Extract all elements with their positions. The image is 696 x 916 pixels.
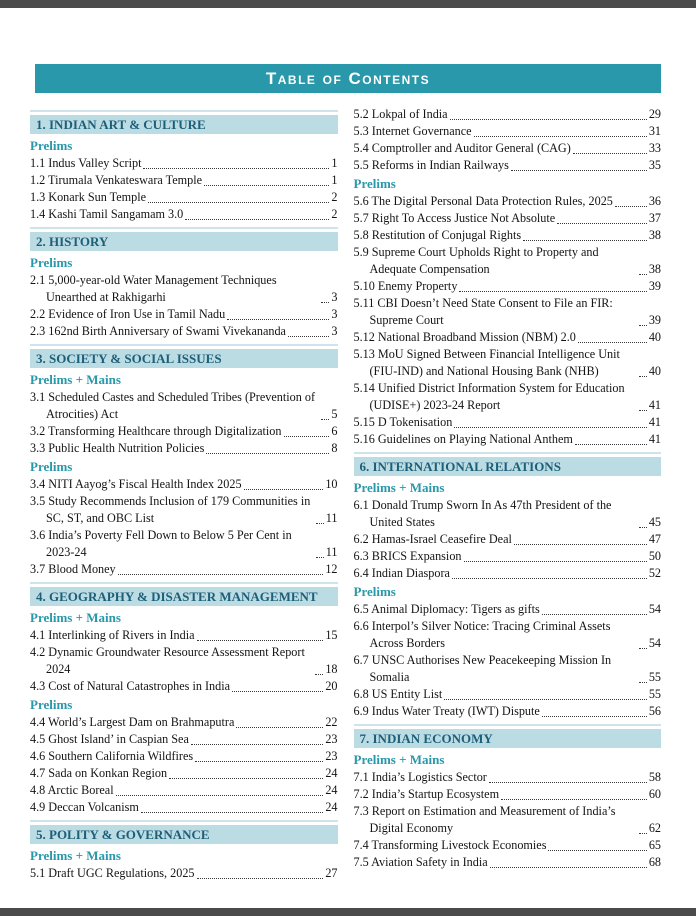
toc-entry-title: 4.6 Southern California Wildfires	[30, 749, 194, 763]
toc-entry-title: 3.1 Scheduled Castes and Scheduled Tribes (Prevention of Atrocities) Act	[30, 390, 316, 421]
toc-entry-page: 50	[648, 549, 661, 563]
toc-entry-title: 5.16 Guidelines on Playing National Anthem	[353, 432, 573, 446]
toc-entry-title: 3.3 Public Health Nutrition Policies	[30, 441, 205, 455]
toc-entry[interactable]	[354, 278, 662, 295]
toc-entry-page: 35	[648, 158, 661, 172]
dot-leader	[459, 291, 646, 292]
toc-entry-page: 1	[331, 173, 338, 187]
dot-leader	[573, 153, 647, 154]
toc-entry[interactable]	[30, 476, 338, 493]
toc-entry-title: 6.4 Indian Diaspora	[353, 566, 450, 580]
dot-leader	[615, 206, 647, 207]
toc-entry-page: 54	[648, 636, 661, 650]
toc-entry-page: 10	[325, 477, 338, 491]
section-header	[30, 820, 338, 844]
top-edge-bar	[0, 0, 696, 8]
toc-column-right	[354, 106, 662, 871]
section-header	[354, 724, 662, 748]
exam-relevance-label: Prelims	[30, 255, 73, 270]
toc-entry-title: 5.2 Lokpal of India	[353, 107, 448, 121]
toc-entry[interactable]	[354, 140, 662, 157]
toc-entry-page: 24	[325, 766, 338, 780]
dot-leader	[474, 136, 647, 137]
toc-entry-title: 6.3 BRICS Expansion	[353, 549, 462, 563]
dot-leader	[169, 778, 323, 779]
toc-entry[interactable]	[30, 306, 338, 323]
dot-leader	[321, 302, 329, 303]
toc-entry-title: 3.5 Study Recommends Inclusion of 179 Communities in SC, ST, and OBC List	[30, 494, 311, 525]
toc-entry[interactable]	[30, 731, 338, 748]
toc-entry-page: 1	[331, 156, 338, 170]
toc-entry[interactable]	[30, 748, 338, 765]
dot-leader	[316, 523, 324, 524]
toc-entry-title: 3.7 Blood Money	[30, 562, 116, 576]
exam-relevance-label: Prelims + Mains	[353, 480, 445, 495]
toc-entry-page: 3	[331, 307, 338, 321]
toc-entry-page: 41	[648, 432, 661, 446]
toc-content	[0, 106, 696, 882]
toc-entry-title: 5.13 MoU Signed Between Financial Intelligence Unit (FIU-IND) and National Housing Bank (NHB)	[353, 347, 620, 378]
dot-leader	[639, 274, 647, 275]
toc-entry-page: 54	[648, 602, 661, 616]
toc-entry[interactable]	[354, 123, 662, 140]
toc-entry-title: 4.5 Ghost Island’ in Caspian Sea	[30, 732, 189, 746]
toc-entry-title: 5.14 Unified District Information System for Education (UDISE+) 2023-24 Report	[353, 381, 625, 412]
toc-entry-title: 7.1 India’s Logistics Sector	[353, 770, 487, 784]
toc-entry-title: 1.3 Konark Sun Temple	[30, 190, 147, 204]
dot-leader	[197, 640, 324, 641]
toc-entry-page: 39	[648, 279, 661, 293]
toc-entry-title: 5.1 Draft UGC Regulations, 2025	[30, 866, 195, 880]
toc-entry-page: 40	[648, 364, 661, 378]
toc-entry-page: 3	[331, 324, 338, 338]
exam-relevance-label: Prelims	[30, 459, 73, 474]
toc-entry[interactable]	[354, 618, 662, 652]
toc-entry[interactable]	[30, 627, 338, 644]
toc-entry-page: 3	[331, 290, 338, 304]
toc-entry-page: 65	[648, 838, 661, 852]
dot-leader	[542, 716, 647, 717]
toc-entry[interactable]	[30, 799, 338, 816]
dot-leader	[639, 648, 647, 649]
section-header-label: 3. SOCIETY & SOCIAL ISSUES	[30, 349, 338, 368]
toc-entry-page: 68	[648, 855, 661, 869]
toc-entry-page: 24	[325, 800, 338, 814]
dot-leader	[148, 202, 329, 203]
toc-entry[interactable]	[30, 272, 338, 306]
toc-entry-title: 5.8 Restitution of Conjugal Rights	[353, 228, 522, 242]
toc-entry-page: 58	[648, 770, 661, 784]
toc-entry[interactable]	[354, 329, 662, 346]
section-header-label: 7. INDIAN ECONOMY	[354, 729, 662, 748]
dot-leader	[523, 240, 647, 241]
toc-entry-title: 5.9 Supreme Court Upholds Right to Property and Adequate Compensation	[353, 245, 599, 276]
dot-leader	[118, 574, 324, 575]
toc-entry[interactable]	[354, 414, 662, 431]
toc-entry[interactable]	[30, 865, 338, 882]
toc-entry[interactable]	[354, 244, 662, 278]
toc-entry-title: 4.9 Deccan Volcanism	[30, 800, 139, 814]
exam-relevance-label: Prelims	[353, 176, 396, 191]
toc-entry-page: 29	[648, 107, 661, 121]
toc-entry-title: 2.1 5,000-year-old Water Management Techniques Unearthed at Rakhigarhi	[30, 273, 277, 304]
section-header-label: 6. INTERNATIONAL RELATIONS	[354, 457, 662, 476]
toc-entry[interactable]	[30, 323, 338, 340]
toc-entry[interactable]	[30, 440, 338, 457]
toc-entry-title: 6.9 Indus Water Treaty (IWT) Dispute	[353, 704, 540, 718]
dot-leader	[195, 761, 323, 762]
toc-entry-title: 6.7 UNSC Authorises New Peacekeeping Mission In Somalia	[353, 653, 612, 684]
toc-entry[interactable]	[354, 193, 662, 210]
dot-leader	[548, 850, 646, 851]
dot-leader	[639, 527, 647, 528]
toc-entry[interactable]	[354, 431, 662, 448]
toc-entry[interactable]	[30, 765, 338, 782]
toc-entry-page: 52	[648, 566, 661, 580]
dot-leader	[284, 436, 330, 437]
toc-entry-title: 6.1 Donald Trump Sworn In As 47th President of the United States	[353, 498, 612, 529]
toc-entry-page: 24	[325, 783, 338, 797]
dot-leader	[236, 727, 323, 728]
dot-leader	[452, 578, 647, 579]
toc-entry-page: 23	[325, 749, 338, 763]
toc-entry-page: 38	[648, 228, 661, 242]
dot-leader	[206, 453, 329, 454]
toc-entry-page: 8	[331, 441, 338, 455]
toc-entry[interactable]	[30, 389, 338, 423]
toc-entry[interactable]	[354, 295, 662, 329]
exam-relevance-label: Prelims + Mains	[353, 752, 445, 767]
toc-entry-title: 1.2 Tirumala Venkateswara Temple	[30, 173, 202, 187]
toc-entry-title: 5.11 CBI Doesn’t Need State Consent to File an FIR: Supreme Court	[353, 296, 613, 327]
dot-leader	[227, 319, 329, 320]
dot-leader	[514, 544, 647, 545]
section-header	[354, 452, 662, 476]
dot-leader	[639, 833, 647, 834]
toc-entry-title: 5.7 Right To Access Justice Not Absolute	[353, 211, 556, 225]
toc-entry-title: 6.2 Hamas-Israel Ceasefire Deal	[353, 532, 512, 546]
dot-leader	[542, 614, 647, 615]
dot-leader	[244, 489, 324, 490]
toc-entry-page: 23	[325, 732, 338, 746]
page-title-bar	[35, 64, 661, 93]
toc-entry-page: 47	[648, 532, 661, 546]
section-header	[30, 110, 338, 134]
dot-leader	[185, 219, 329, 220]
toc-entry-page: 38	[648, 262, 661, 276]
toc-entry[interactable]	[30, 189, 338, 206]
toc-entry[interactable]	[354, 652, 662, 686]
dot-leader	[316, 557, 324, 558]
toc-entry[interactable]	[354, 380, 662, 414]
bottom-edge-bar	[0, 908, 696, 916]
toc-entry[interactable]	[354, 548, 662, 565]
toc-entry-page: 56	[648, 704, 661, 718]
toc-entry-title: 4.1 Interlinking of Rivers in India	[30, 628, 195, 642]
dot-leader	[511, 170, 647, 171]
toc-entry-title: 7.4 Transforming Livestock Economies	[353, 838, 547, 852]
toc-entry-title: 6.6 Interpol’s Silver Notice: Tracing Criminal Assets Across Borders	[353, 619, 611, 650]
toc-entry-page: 55	[648, 687, 661, 701]
toc-entry[interactable]	[30, 527, 338, 561]
toc-entry-title: 7.5 Aviation Safety in India	[353, 855, 488, 869]
toc-entry-title: 4.3 Cost of Natural Catastrophes in India	[30, 679, 231, 693]
dot-leader	[450, 119, 647, 120]
toc-entry[interactable]	[30, 782, 338, 799]
toc-entry-title: 3.6 India’s Poverty Fell Down to Below 5 Per Cent in 2023-24	[30, 528, 292, 559]
dot-leader	[444, 699, 647, 700]
dot-leader	[191, 744, 323, 745]
toc-entry-page: 11	[325, 511, 338, 525]
dot-leader	[639, 410, 647, 411]
toc-entry-title: 6.8 US Entity List	[353, 687, 443, 701]
toc-entry[interactable]	[354, 854, 662, 871]
dot-leader	[141, 812, 323, 813]
toc-entry-page: 36	[648, 194, 661, 208]
dot-leader	[639, 325, 647, 326]
toc-entry-page: 5	[331, 407, 338, 421]
dot-leader	[232, 691, 323, 692]
toc-entry-title: 7.3 Report on Estimation and Measurement of India’s Digital Economy	[353, 804, 616, 835]
toc-entry[interactable]	[354, 803, 662, 837]
toc-entry-page: 60	[648, 787, 661, 801]
toc-entry-title: 4.7 Sada on Konkan Region	[30, 766, 168, 780]
toc-entry[interactable]	[354, 531, 662, 548]
toc-entry[interactable]	[30, 644, 338, 678]
toc-column-left	[30, 106, 338, 882]
dot-leader	[489, 782, 647, 783]
toc-entry-title: 2.2 Evidence of Iron Use in Tamil Nadu	[30, 307, 226, 321]
exam-relevance-label: Prelims	[353, 584, 396, 599]
toc-entry-title: 1.4 Kashi Tamil Sangamam 3.0	[30, 207, 184, 221]
toc-entry-page: 11	[325, 545, 338, 559]
toc-entry-page: 12	[325, 562, 338, 576]
dot-leader	[315, 674, 323, 675]
dot-leader	[116, 795, 324, 796]
dot-leader	[321, 419, 329, 420]
toc-entry[interactable]	[354, 346, 662, 380]
toc-entry-page: 18	[325, 662, 338, 676]
toc-entry[interactable]	[354, 227, 662, 244]
toc-entry-page: 22	[325, 715, 338, 729]
toc-entry[interactable]	[354, 786, 662, 803]
toc-entry-page: 15	[325, 628, 338, 642]
toc-entry-page: 39	[648, 313, 661, 327]
toc-entry-title: 4.2 Dynamic Groundwater Resource Assessment Report 2024	[30, 645, 305, 676]
toc-entry-page: 31	[648, 124, 661, 138]
toc-entry-page: 2	[331, 207, 338, 221]
dot-leader	[454, 427, 647, 428]
toc-entry-title: 3.2 Transforming Healthcare through Digitalization	[30, 424, 282, 438]
dot-leader	[557, 223, 647, 224]
toc-entry-title: 5.3 Internet Governance	[353, 124, 472, 138]
dot-leader	[578, 342, 647, 343]
section-header-label: 2. HISTORY	[30, 232, 338, 251]
toc-entry-page: 20	[325, 679, 338, 693]
toc-entry[interactable]	[354, 686, 662, 703]
section-header-label: 5. POLITY & GOVERNANCE	[30, 825, 338, 844]
toc-entry[interactable]	[354, 769, 662, 786]
toc-entry-title: 4.4 World’s Largest Dam on Brahmaputra	[30, 715, 235, 729]
toc-entry-title: 5.5 Reforms in Indian Railways	[353, 158, 509, 172]
toc-entry-title: 5.15 D Tokenisation	[353, 415, 453, 429]
toc-entry-page: 55	[648, 670, 661, 684]
toc-entry[interactable]	[30, 172, 338, 189]
toc-entry-page: 41	[648, 415, 661, 429]
section-header	[30, 227, 338, 251]
toc-entry-title: 5.10 Enemy Property	[353, 279, 458, 293]
exam-relevance-label: Prelims	[30, 697, 73, 712]
toc-entry-page: 62	[648, 821, 661, 835]
toc-entry-page: 6	[331, 424, 338, 438]
toc-entry-title: 5.6 The Digital Personal Data Protection Rules, 2025	[353, 194, 613, 208]
toc-entry-page: 40	[648, 330, 661, 344]
dot-leader	[575, 444, 647, 445]
toc-entry-title: 4.8 Arctic Boreal	[30, 783, 114, 797]
toc-entry-page: 33	[648, 141, 661, 155]
toc-entry-page: 2	[331, 190, 338, 204]
toc-entry-title: 1.1 Indus Valley Script	[30, 156, 142, 170]
dot-leader	[143, 168, 329, 169]
section-header-label: 4. GEOGRAPHY & DISASTER MANAGEMENT	[30, 587, 338, 606]
toc-entry[interactable]	[30, 155, 338, 172]
toc-entry[interactable]	[30, 423, 338, 440]
toc-entry-page: 45	[648, 515, 661, 529]
toc-entry-title: 5.12 National Broadband Mission (NBM) 2.0	[353, 330, 576, 344]
section-header-label: 1. INDIAN ART & CULTURE	[30, 115, 338, 134]
toc-entry[interactable]	[30, 714, 338, 731]
section-header	[30, 344, 338, 368]
toc-entry-page: 37	[648, 211, 661, 225]
dot-leader	[197, 878, 324, 879]
page-title: Table of Contents	[265, 68, 431, 88]
dot-leader	[204, 185, 329, 186]
toc-entry[interactable]	[354, 497, 662, 531]
dot-leader	[490, 867, 647, 868]
dot-leader	[288, 336, 329, 337]
toc-entry-title: 6.5 Animal Diplomacy: Tigers as gifts	[353, 602, 540, 616]
toc-entry-title: 7.2 India’s Startup Ecosystem	[353, 787, 500, 801]
toc-entry[interactable]	[354, 837, 662, 854]
toc-entry[interactable]	[354, 565, 662, 582]
toc-entry[interactable]	[354, 703, 662, 720]
exam-relevance-label: Prelims + Mains	[30, 372, 121, 387]
toc-entry[interactable]	[30, 206, 338, 223]
toc-entry-page: 41	[648, 398, 661, 412]
exam-relevance-label: Prelims + Mains	[30, 610, 121, 625]
toc-entry-page: 27	[325, 866, 338, 880]
toc-entry-title: 3.4 NITI Aayog’s Fiscal Health Index 2025	[30, 477, 242, 491]
toc-entry[interactable]	[354, 601, 662, 618]
dot-leader	[639, 376, 647, 377]
toc-entry-title: 5.4 Comptroller and Auditor General (CAG)	[353, 141, 571, 155]
toc-entry[interactable]	[30, 561, 338, 578]
dot-leader	[501, 799, 647, 800]
dot-leader	[639, 682, 647, 683]
toc-entry[interactable]	[354, 106, 662, 123]
toc-entry[interactable]	[354, 157, 662, 174]
toc-entry[interactable]	[30, 493, 338, 527]
toc-entry[interactable]	[30, 678, 338, 695]
exam-relevance-label: Prelims	[30, 138, 73, 153]
dot-leader	[464, 561, 647, 562]
toc-entry-title: 2.3 162nd Birth Anniversary of Swami Vivekananda	[30, 324, 286, 338]
section-header	[30, 582, 338, 606]
exam-relevance-label: Prelims + Mains	[30, 848, 121, 863]
toc-entry[interactable]	[354, 210, 662, 227]
